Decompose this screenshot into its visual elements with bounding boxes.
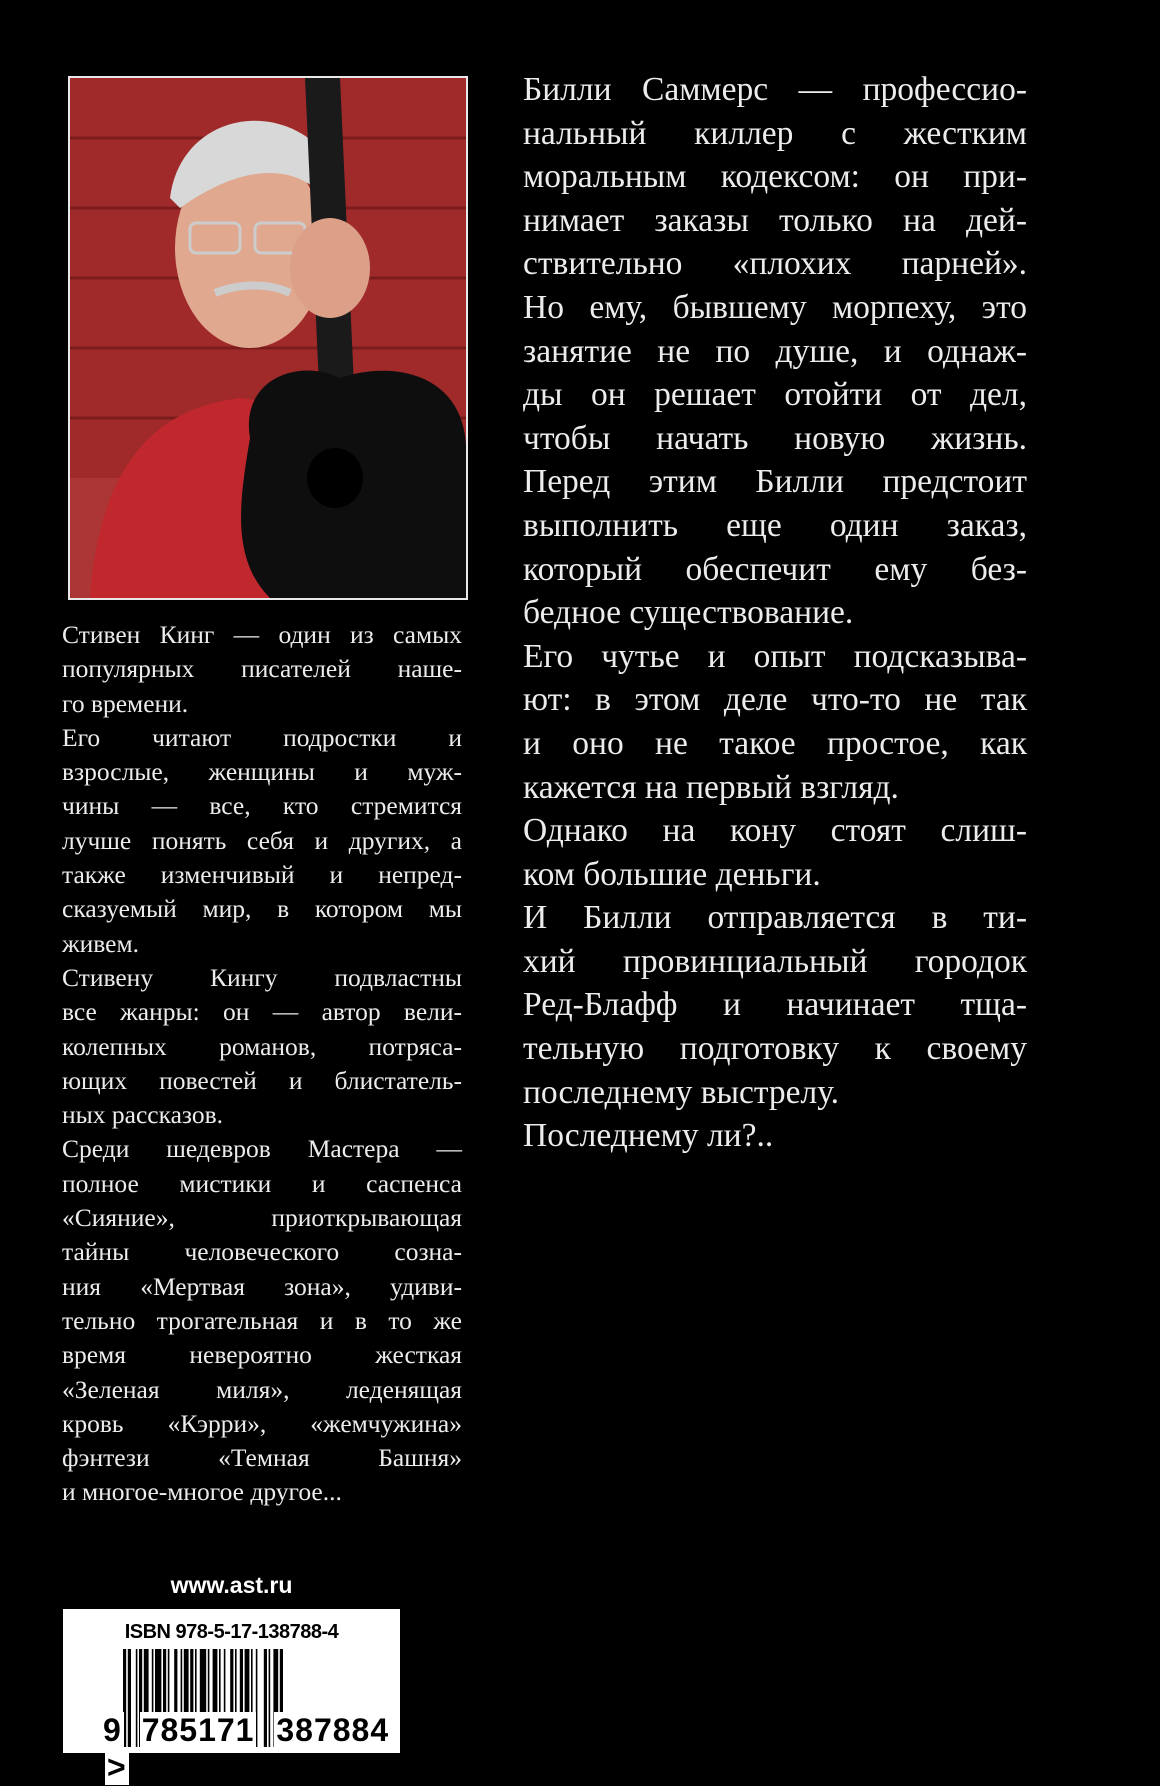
text-line: Но ему, бывшему морпеху, это — [523, 288, 1027, 326]
text-line: кровь «Кэрри», «жемчужина» — [62, 1408, 462, 1438]
text-line: тельно трогательная и в то же — [62, 1305, 462, 1335]
isbn-label: ISBN 978-5-17-138788-4 — [124, 1621, 339, 1643]
author-photo — [68, 76, 468, 600]
author-photo-image — [70, 78, 466, 598]
text-line: полное мистики и саспенса — [62, 1168, 462, 1198]
text-line: Его чутье и опыт подсказыва- — [523, 637, 1027, 675]
text-line: ющих повестей и блистатель- — [62, 1065, 462, 1095]
text-line: все жанры: он — автор вели- — [62, 997, 462, 1027]
publisher-website[interactable]: www.ast.ru — [170, 1572, 293, 1598]
text-line: ют: в этом деле что-то не так — [523, 681, 1027, 719]
paragraph — [523, 809, 1027, 896]
text-line: Однако на кону стоят слиш- — [523, 812, 1027, 850]
text-line: и многое-многое другое... — [62, 1477, 342, 1507]
text-line: Стивен Кинг — один из самых — [62, 620, 462, 649]
text-line: фэнтези «Темная Башня» — [62, 1443, 462, 1473]
author-bio — [62, 618, 462, 1510]
book-annotation — [523, 68, 1027, 1158]
text-line: Ред-Блафф и начинает тща- — [523, 986, 1027, 1024]
text-line: Среди шедевров Мастера — — [62, 1134, 462, 1164]
text-line: Билли Саммерс — профессио- — [523, 71, 1027, 108]
text-line: колепных романов, потряса- — [62, 1031, 462, 1061]
paragraph — [62, 961, 462, 1132]
paragraph — [62, 721, 462, 961]
text-line: взрослые, женщины и муж- — [62, 757, 462, 787]
text-line: который обеспечит ему без- — [523, 550, 1027, 588]
text-line: ком большие деньги. — [523, 855, 821, 893]
text-line: Последнему ли?.. — [523, 1117, 774, 1155]
paragraph — [523, 68, 1027, 635]
text-line: бедное существование. — [523, 594, 854, 632]
paragraph — [523, 1114, 1027, 1158]
text-line: кажется на первый взгляд. — [523, 768, 899, 806]
barcode-digit-group: 387884 — [276, 1712, 390, 1748]
text-line: моральным кодексом: он при- — [523, 158, 1027, 196]
text-line: ных рассказов. — [62, 1100, 224, 1130]
paragraph — [62, 618, 462, 721]
text-line: И Билли отправляется в ти- — [523, 899, 1027, 937]
text-line: время невероятно жесткая — [62, 1340, 462, 1370]
text-line: сказуемый мир, в котором мы — [62, 894, 462, 924]
text-line: «Сияние», приоткрывающая — [62, 1203, 462, 1233]
text-line: последнему выстрелу. — [523, 1073, 840, 1111]
text-line: «Зеленая миля», леденящая — [62, 1374, 462, 1404]
text-line: Стивену Кингу подвластны — [62, 962, 462, 992]
text-line: тельную подготовку к своему — [523, 1030, 1027, 1068]
text-line: занятие не по душе, и однаж- — [523, 332, 1027, 370]
text-line: также изменчивый и непред- — [62, 860, 462, 890]
barcode-digit-group: > — [107, 1749, 127, 1785]
text-line: Перед этим Билли предстоит — [523, 463, 1027, 501]
text-line: ния «Мертвая зона», удиви- — [62, 1271, 462, 1301]
paragraph — [62, 1132, 462, 1509]
barcode-digits — [101, 1712, 400, 1786]
text-line: нимает заказы только на дей- — [523, 201, 1027, 239]
text-line: и оно не такое простое, как — [523, 724, 1027, 762]
text-line: ды он решает отойти от дел, — [523, 376, 1027, 414]
text-line: тайны человеческого созна- — [62, 1237, 462, 1267]
text-line: живем. — [62, 928, 139, 958]
isbn-barcode-block — [63, 1609, 400, 1785]
paragraph — [523, 635, 1027, 809]
text-line: популярных писателей наше- — [62, 654, 462, 684]
paragraph — [523, 896, 1027, 1114]
text-line: нальный киллер с жестким — [523, 114, 1027, 152]
barcode-digit-group: 785171 — [141, 1712, 255, 1748]
text-line: лучше понять себя и других, а — [62, 825, 462, 855]
barcode-digit-group: 9 — [103, 1712, 122, 1748]
text-line: го времени. — [62, 688, 189, 718]
text-line: хий провинциальный городок — [523, 942, 1027, 980]
text-line: чины — все, кто стремится — [62, 791, 462, 821]
text-line: чтобы начать новую жизнь. — [523, 419, 1027, 457]
text-line: Его читают подростки и — [62, 722, 462, 752]
text-line: ствительно «плохих парней». — [523, 245, 1027, 283]
text-line: выполнить еще один заказ, — [523, 506, 1027, 544]
